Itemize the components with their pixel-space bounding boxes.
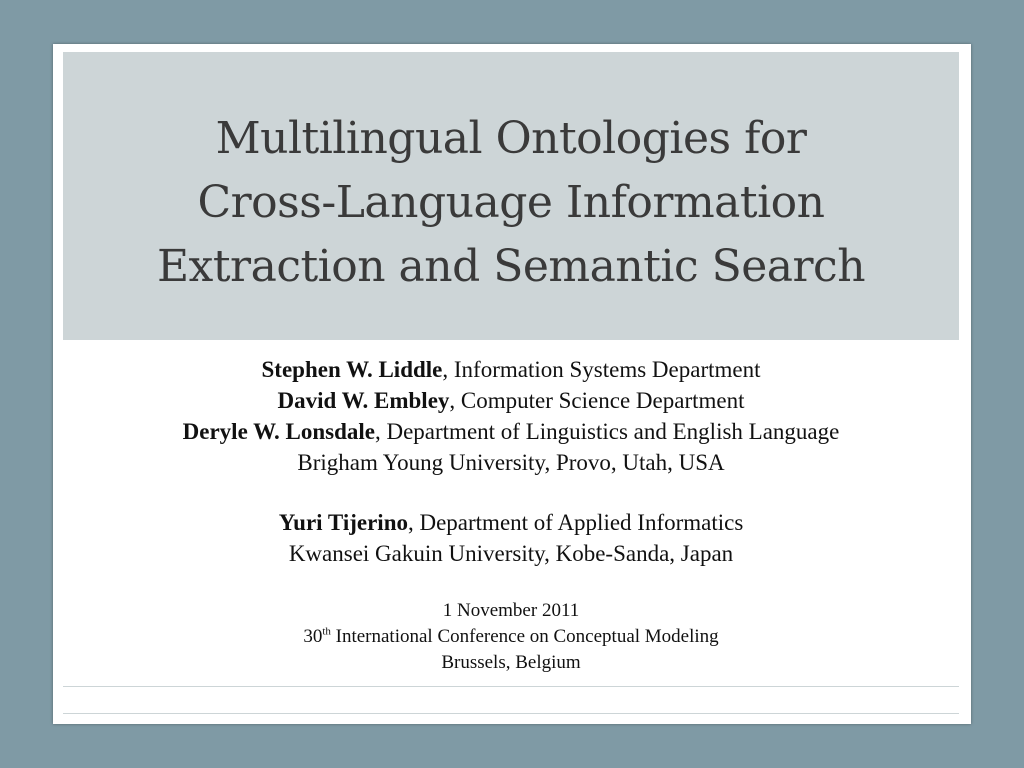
author-line [63, 416, 959, 447]
slide-title [157, 93, 865, 299]
author-affiliation: , Department of Linguistics and English Language [374, 419, 840, 444]
conference-ordinal: 30 [303, 626, 323, 647]
date-line: 1 November 2011 [442, 600, 580, 621]
author-name: Yuri Tijerino [278, 510, 408, 535]
author-affiliation: , Information Systems Department [442, 357, 761, 382]
author-name: Deryle W. Lonsdale [182, 419, 375, 444]
footer-band [63, 686, 959, 714]
author-name: Stephen W. Liddle [261, 357, 443, 382]
author-affiliation: , Department of Applied Informatics [407, 510, 744, 535]
title-line-2: Cross-Language Information [197, 177, 825, 228]
slide [53, 44, 971, 724]
title-line-3: Extraction and Semantic Search [156, 241, 866, 292]
institution-line: Brigham Young University, Provo, Utah, USA [297, 450, 725, 475]
author-affiliation: , Computer Science Department [449, 388, 745, 413]
author-line [63, 354, 959, 385]
author-name: David W. Embley [277, 388, 450, 413]
location-line: Brussels, Belgium [441, 652, 581, 673]
slide-body [63, 354, 959, 676]
author-line [63, 385, 959, 416]
title-line-1: Multilingual Ontologies for [215, 113, 807, 164]
conference-name: International Conference on Conceptual Modeling [330, 626, 719, 647]
author-line [63, 507, 959, 538]
conference-ordinal-suffix: th [322, 625, 331, 638]
institution-line: Kwansei Gakuin University, Kobe-Sanda, Japan [288, 541, 734, 566]
conference-line [63, 624, 959, 650]
title-band [63, 52, 959, 340]
